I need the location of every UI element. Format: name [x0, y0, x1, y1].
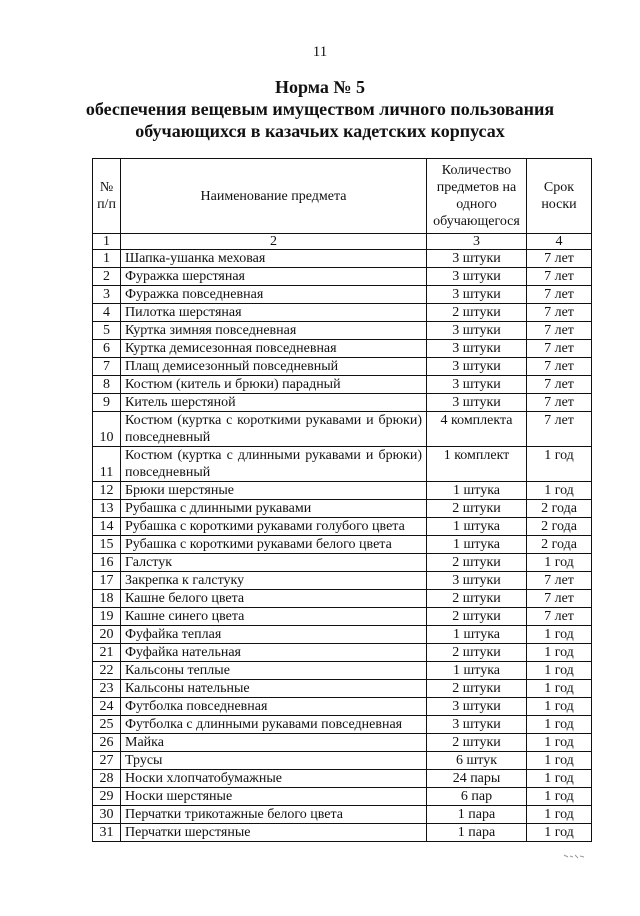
quantity-cell: 1 штука — [427, 482, 527, 500]
wear-term-cell: 2 года — [527, 518, 592, 536]
quantity-cell: 3 штуки — [427, 716, 527, 734]
quantity-cell: 3 штуки — [427, 340, 527, 358]
quantity-cell: 1 штука — [427, 518, 527, 536]
row-number-cell: 16 — [93, 554, 121, 572]
item-name-cell: Рубашка с короткими рукавами голубого цвета — [121, 518, 427, 536]
item-name-cell: Фуражка шерстяная — [121, 268, 427, 286]
row-number-cell: 2 — [93, 268, 121, 286]
table-row — [93, 536, 592, 554]
table-row — [93, 644, 592, 662]
row-number-cell: 23 — [93, 680, 121, 698]
table-row — [93, 626, 592, 644]
item-name-cell: Фуфайка нательная — [121, 644, 427, 662]
item-name-cell: Кальсоны теплые — [121, 662, 427, 680]
table-row — [93, 340, 592, 358]
wear-term-cell: 7 лет — [527, 268, 592, 286]
wear-term-cell: 7 лет — [527, 286, 592, 304]
row-number-cell: 9 — [93, 394, 121, 412]
wear-term-cell: 7 лет — [527, 572, 592, 590]
table-row — [93, 412, 592, 447]
quantity-cell: 2 штуки — [427, 644, 527, 662]
item-name-cell: Закрепка к галстуку — [121, 572, 427, 590]
quantity-cell: 2 штуки — [427, 608, 527, 626]
wear-term-cell: 2 года — [527, 536, 592, 554]
item-name-cell: Куртка демисезонная повседневная — [121, 340, 427, 358]
row-number-cell: 8 — [93, 376, 121, 394]
table-row — [93, 608, 592, 626]
wear-term-cell: 1 год — [527, 482, 592, 500]
quantity-cell: 2 штуки — [427, 734, 527, 752]
quantity-cell: 24 пары — [427, 770, 527, 788]
wear-term-cell: 1 год — [527, 752, 592, 770]
table-row — [93, 788, 592, 806]
row-number-cell: 14 — [93, 518, 121, 536]
row-number-cell: 20 — [93, 626, 121, 644]
wear-term-cell: 1 год — [527, 734, 592, 752]
row-number-cell: 11 — [93, 447, 121, 482]
row-number-cell: 13 — [93, 500, 121, 518]
row-number-cell: 21 — [93, 644, 121, 662]
wear-term-cell: 1 год — [527, 554, 592, 572]
wear-term-cell: 1 год — [527, 824, 592, 842]
item-name-cell: Перчатки трикотажные белого цвета — [121, 806, 427, 824]
item-name-cell: Фуражка повседневная — [121, 286, 427, 304]
document-title — [60, 76, 580, 142]
table-row — [93, 500, 592, 518]
row-number-cell: 6 — [93, 340, 121, 358]
wear-term-cell: 7 лет — [527, 412, 592, 447]
table-row — [93, 268, 592, 286]
quantity-cell: 3 штуки — [427, 376, 527, 394]
row-number-cell: 12 — [93, 482, 121, 500]
wear-term-cell: 1 год — [527, 662, 592, 680]
row-number-cell: 25 — [93, 716, 121, 734]
row-number-cell: 30 — [93, 806, 121, 824]
row-number-cell: 31 — [93, 824, 121, 842]
norm-table — [92, 158, 592, 842]
item-name-cell: Брюки шерстяные — [121, 482, 427, 500]
quantity-cell: 1 штука — [427, 626, 527, 644]
quantity-cell: 1 пара — [427, 824, 527, 842]
item-name-cell: Костюм (китель и брюки) парадный — [121, 376, 427, 394]
quantity-cell: 4 комплекта — [427, 412, 527, 447]
table-body — [93, 250, 592, 842]
row-number-cell: 18 — [93, 590, 121, 608]
row-number-cell: 27 — [93, 752, 121, 770]
quantity-cell: 3 штуки — [427, 698, 527, 716]
wear-term-cell: 7 лет — [527, 358, 592, 376]
row-number-cell: 5 — [93, 322, 121, 340]
row-number-cell: 19 — [93, 608, 121, 626]
wear-term-cell: 1 год — [527, 806, 592, 824]
table-row — [93, 824, 592, 842]
header-term: Срок носки — [527, 159, 592, 234]
row-number-cell: 28 — [93, 770, 121, 788]
wear-term-cell: 1 год — [527, 770, 592, 788]
table-row — [93, 518, 592, 536]
quantity-cell: 1 пара — [427, 806, 527, 824]
title-line-1: Норма № 5 — [275, 77, 365, 97]
quantity-cell: 1 штука — [427, 536, 527, 554]
quantity-cell: 3 штуки — [427, 572, 527, 590]
title-line-2: обеспечения вещевым имуществом личного пользования — [85, 99, 555, 119]
table-row — [93, 376, 592, 394]
item-name-cell: Фуфайка теплая — [121, 626, 427, 644]
title-line-3: обучающихся в казачьих кадетских корпусах — [135, 121, 505, 141]
table-row — [93, 716, 592, 734]
item-name-cell: Перчатки шерстяные — [121, 824, 427, 842]
wear-term-cell: 1 год — [527, 680, 592, 698]
table-row — [93, 590, 592, 608]
wear-term-cell: 1 год — [527, 716, 592, 734]
item-name-cell: Футболка повседневная — [121, 698, 427, 716]
quantity-cell: 3 штуки — [427, 358, 527, 376]
item-name-cell: Шапка-ушанка меховая — [121, 250, 427, 268]
table-row — [93, 572, 592, 590]
wear-term-cell: 1 год — [527, 698, 592, 716]
item-name-cell: Костюм (куртка с длинными рукавами и брюки) повседневный — [121, 447, 427, 482]
table-row — [93, 482, 592, 500]
row-number-cell: 4 — [93, 304, 121, 322]
table-row — [93, 358, 592, 376]
wear-term-cell: 7 лет — [527, 608, 592, 626]
table-row — [93, 698, 592, 716]
table-row — [93, 806, 592, 824]
quantity-cell: 2 штуки — [427, 590, 527, 608]
header-qty: Количество предметов на одного обучающегося — [427, 159, 527, 234]
item-name-cell: Пилотка шерстяная — [121, 304, 427, 322]
quantity-cell: 3 штуки — [427, 286, 527, 304]
quantity-cell: 2 штуки — [427, 304, 527, 322]
column-index-row — [93, 234, 592, 250]
item-name-cell: Костюм (куртка с короткими рукавами и брюки) повседневный — [121, 412, 427, 447]
table-row — [93, 752, 592, 770]
quantity-cell: 3 штуки — [427, 322, 527, 340]
row-number-cell: 3 — [93, 286, 121, 304]
item-name-cell: Кашне синего цвета — [121, 608, 427, 626]
table-row — [93, 447, 592, 482]
item-name-cell: Носки хлопчатобумажные — [121, 770, 427, 788]
quantity-cell: 3 штуки — [427, 268, 527, 286]
row-number-cell: 15 — [93, 536, 121, 554]
header-name: Наименование предмета — [121, 159, 427, 234]
wear-term-cell: 1 год — [527, 644, 592, 662]
wear-term-cell: 7 лет — [527, 250, 592, 268]
item-name-cell: Китель шерстяной — [121, 394, 427, 412]
item-name-cell: Трусы — [121, 752, 427, 770]
quantity-cell: 2 штуки — [427, 680, 527, 698]
wear-term-cell: 1 год — [527, 788, 592, 806]
quantity-cell: 3 штуки — [427, 250, 527, 268]
quantity-cell: 2 штуки — [427, 554, 527, 572]
scribble-mark-icon — [563, 853, 585, 859]
wear-term-cell: 7 лет — [527, 376, 592, 394]
item-name-cell: Футболка с длинными рукавами повседневная — [121, 716, 427, 734]
table-row — [93, 394, 592, 412]
row-number-cell: 24 — [93, 698, 121, 716]
wear-term-cell: 7 лет — [527, 322, 592, 340]
quantity-cell: 1 штука — [427, 662, 527, 680]
quantity-cell: 2 штуки — [427, 500, 527, 518]
wear-term-cell: 7 лет — [527, 340, 592, 358]
item-name-cell: Рубашка с короткими рукавами белого цвета — [121, 536, 427, 554]
row-number-cell: 7 — [93, 358, 121, 376]
item-name-cell: Куртка зимняя повседневная — [121, 322, 427, 340]
table-row — [93, 322, 592, 340]
page-number: 11 — [312, 44, 328, 60]
row-number-cell: 22 — [93, 662, 121, 680]
item-name-cell: Носки шерстяные — [121, 788, 427, 806]
table-row — [93, 662, 592, 680]
item-name-cell: Майка — [121, 734, 427, 752]
header-num: № п/п — [93, 159, 121, 234]
row-number-cell: 26 — [93, 734, 121, 752]
index-cell: 3 — [427, 234, 527, 250]
wear-term-cell: 7 лет — [527, 590, 592, 608]
row-number-cell: 10 — [93, 412, 121, 447]
quantity-cell: 3 штуки — [427, 394, 527, 412]
table-row — [93, 286, 592, 304]
quantity-cell: 1 комплект — [427, 447, 527, 482]
index-cell: 1 — [93, 234, 121, 250]
table-row — [93, 304, 592, 322]
quantity-cell: 6 пар — [427, 788, 527, 806]
wear-term-cell: 7 лет — [527, 394, 592, 412]
table-row — [93, 770, 592, 788]
item-name-cell: Кашне белого цвета — [121, 590, 427, 608]
wear-term-cell: 1 год — [527, 626, 592, 644]
table-header-row — [93, 159, 592, 234]
wear-term-cell: 2 года — [527, 500, 592, 518]
wear-term-cell: 1 год — [527, 447, 592, 482]
table-row — [93, 554, 592, 572]
item-name-cell: Галстук — [121, 554, 427, 572]
item-name-cell: Кальсоны нательные — [121, 680, 427, 698]
wear-term-cell: 7 лет — [527, 304, 592, 322]
table-row — [93, 734, 592, 752]
table-row — [93, 250, 592, 268]
index-cell: 4 — [527, 234, 592, 250]
row-number-cell: 1 — [93, 250, 121, 268]
item-name-cell: Плащ демисезонный повседневный — [121, 358, 427, 376]
item-name-cell: Рубашка с длинными рукавами — [121, 500, 427, 518]
index-cell: 2 — [121, 234, 427, 250]
quantity-cell: 6 штук — [427, 752, 527, 770]
table-row — [93, 680, 592, 698]
row-number-cell: 29 — [93, 788, 121, 806]
row-number-cell: 17 — [93, 572, 121, 590]
